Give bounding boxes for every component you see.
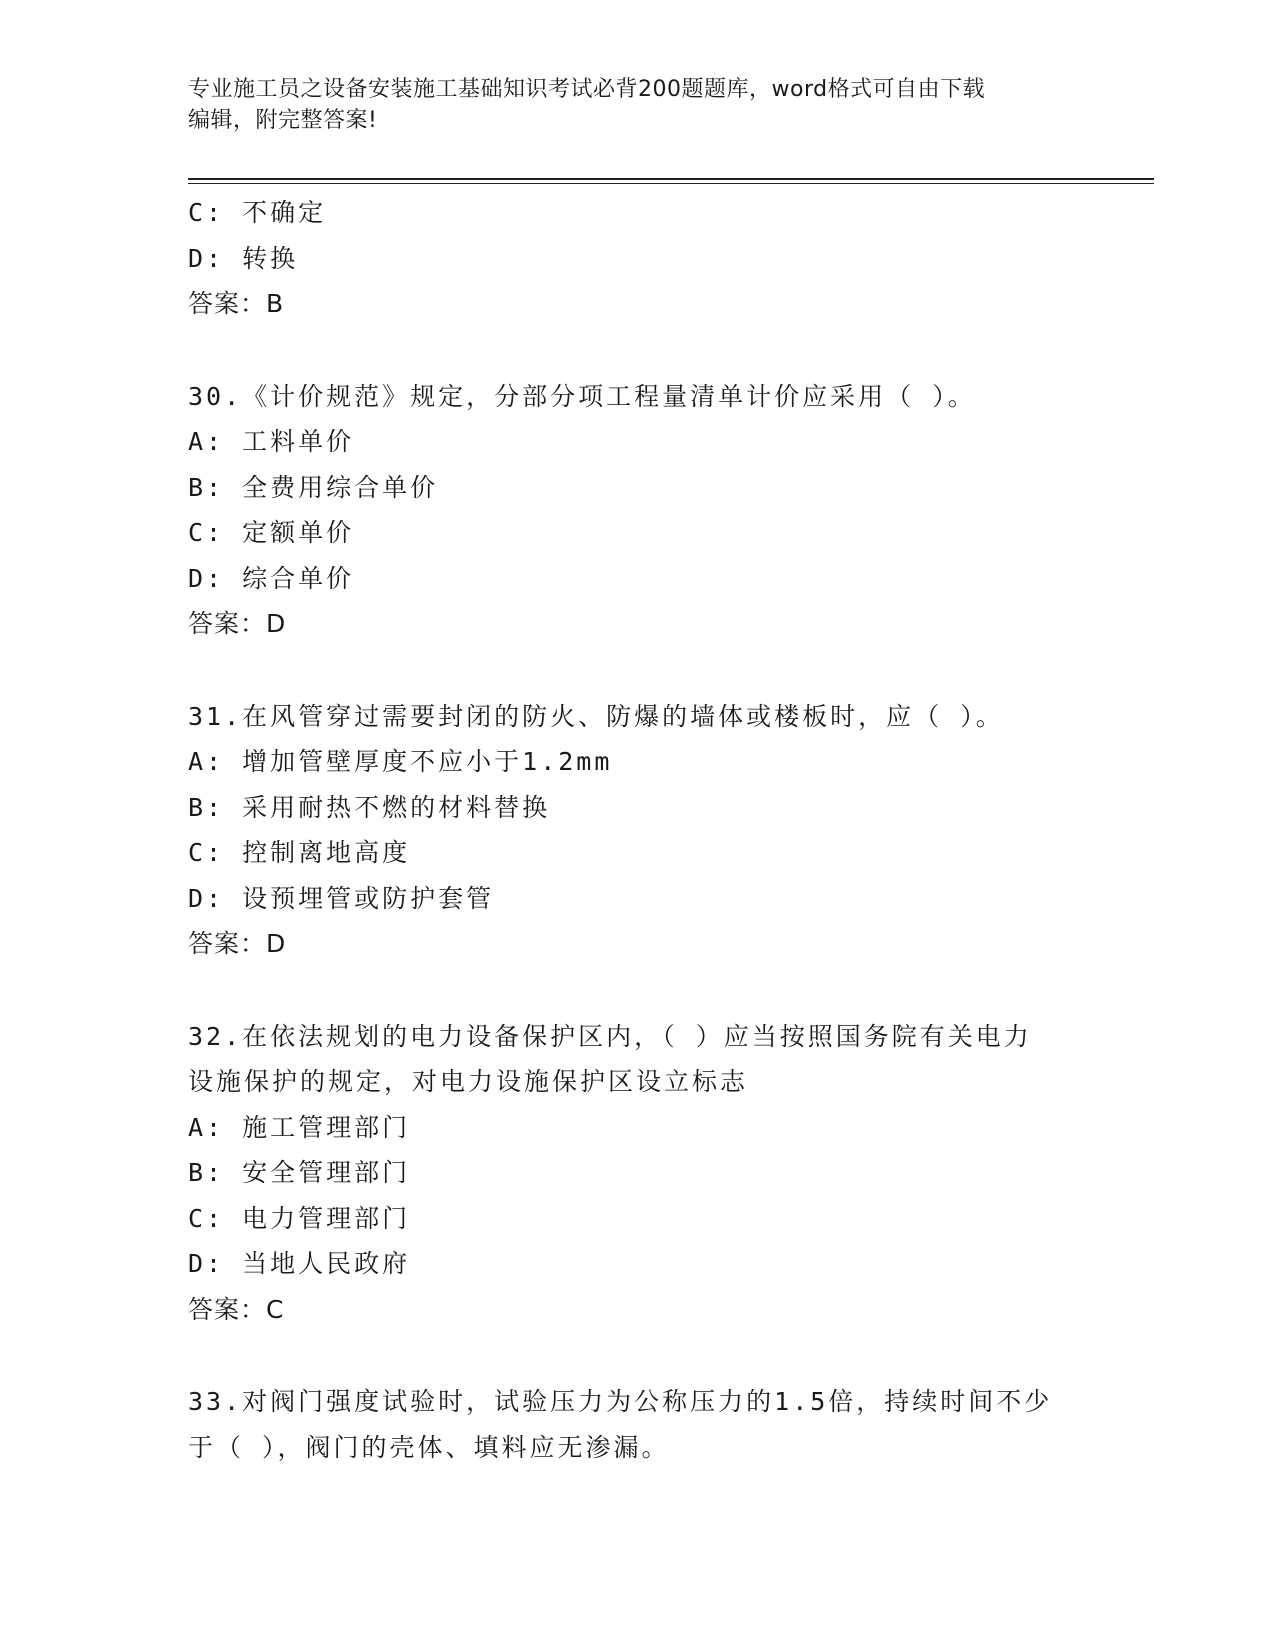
question-text-line-2: 于（ ），阀门的壳体、填料应无渗漏。 [188, 1432, 670, 1462]
question-text: 30.《计价规范》规定，分部分项工程量清单计价应采用（ ）。 [188, 381, 976, 411]
answer-line: 答案：C [188, 1294, 285, 1324]
document-header [188, 74, 1088, 136]
option-b: B: 采用耐热不燃的材料替换 [188, 792, 551, 822]
previous-question-block [188, 190, 1088, 327]
question-33-block [188, 1379, 1088, 1470]
option-c: C: 控制离地高度 [188, 838, 411, 867]
option-c: C: 电力管理部门 [188, 1203, 411, 1233]
question-32-block [188, 1014, 1088, 1333]
spacer [188, 647, 1088, 694]
spacer [188, 1332, 1088, 1379]
option-d: D: 当地人民政府 [188, 1249, 411, 1278]
answer-line: 答案：D [188, 929, 287, 958]
spacer [188, 967, 1088, 1014]
header-title-line-2: 编辑，附完整答案! [188, 108, 378, 133]
option-b: B: 全费用综合单价 [188, 472, 439, 502]
option-a: A: 施工管理部门 [188, 1112, 411, 1142]
option-d: D: 综合单价 [188, 563, 355, 593]
header-divider-thick [188, 178, 1154, 180]
header-divider-thin [188, 183, 1154, 184]
option-c: C: 定额单价 [188, 518, 355, 547]
question-30-block [188, 374, 1088, 647]
question-text-line-1: 33.对阀门强度试验时，试验压力为公称压力的1.5倍，持续时间不少 [188, 1387, 1053, 1416]
question-list [188, 190, 1088, 1470]
question-text-line-1: 32.在依法规划的电力设备保护区内，（ ）应当按照国务院有关电力 [188, 1021, 1032, 1051]
spacer [188, 327, 1088, 374]
answer-line: 答案：D [188, 609, 287, 638]
option-d: D: 设预埋管或防护套管 [188, 883, 495, 913]
option-a: A: 增加管壁厚度不应小于1.2mm [188, 747, 613, 776]
option-d: D: 转换 [188, 243, 299, 273]
header-title-line-1: 专业施工员之设备安装施工基础知识考试必背200题题库，word格式可自由下载 [188, 77, 986, 102]
answer-line: 答案：B [188, 289, 285, 318]
option-c: C: 不确定 [188, 198, 327, 227]
question-text: 31.在风管穿过需要封闭的防火、防爆的墙体或楼板时，应（ ）。 [188, 701, 1004, 731]
option-b: B: 安全管理部门 [188, 1158, 411, 1187]
question-text-line-2: 设施保护的规定，对电力设施保护区设立标志 [188, 1067, 749, 1096]
question-31-block [188, 694, 1088, 967]
option-a: A: 工料单价 [188, 427, 355, 456]
